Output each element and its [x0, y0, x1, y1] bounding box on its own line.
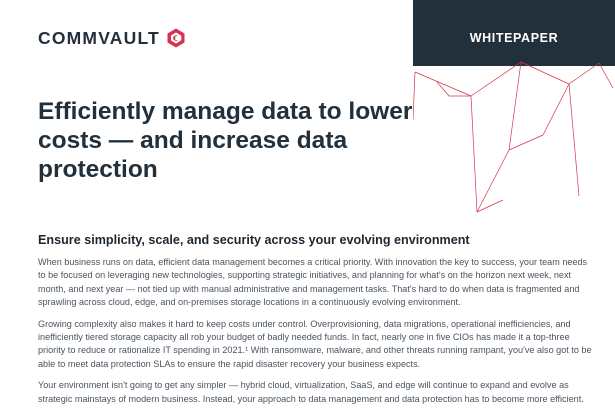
- page-title: Efficiently manage data to lower costs — and increase data protection: [38, 98, 413, 183]
- brand-logo[interactable]: [38, 27, 187, 49]
- paragraph: Your environment isn't going to get any simpler — hybrid cloud, virtualization, SaaS, and edge will continue to expand and evolve as strategic mainstays of modern business. Instead, your approach to data management and data protection has to become more efficient.: [38, 380, 584, 404]
- badge-label: WHITEPAPER: [469, 31, 559, 45]
- brand-name: COMMVAULT: [38, 27, 160, 48]
- body-text: [38, 256, 594, 410]
- paragraph: When business runs on data, efficient data management becomes a critical priority. With innovation the key to success, your team needs to be focused on leveraging new technologies, supporting strategic initiatives, and planning for what's on the horizon next week, next month, and next year — not tied up with manual administrative and management tasks. That's hard to do when data is fragmented and sprawling across cloud, edge, and on-premises storage locations in a continuously evolving environment.: [38, 257, 588, 308]
- commvault-logo-mark-icon: [165, 27, 187, 49]
- decorative-geometric-lines: [413, 0, 615, 230]
- section-subtitle: Ensure simplicity, scale, and security across your evolving environment: [38, 233, 470, 247]
- paragraph: Growing complexity also makes it hard to keep costs under control. Overprovisioning, data migrations, operational inefficiencies, and inefficiently tiered storage capacity all rob your budget of badly needed funds. In fact, nearly one in five CIOs has made it a top-three priority to reduce or rationalize IT spending in 2021.¹ With ransomware, malware, and other threats running rampant, you've also got to be able to meet data protection SLAs to ensure the rapid disaster recovery your business expects.: [38, 318, 592, 369]
